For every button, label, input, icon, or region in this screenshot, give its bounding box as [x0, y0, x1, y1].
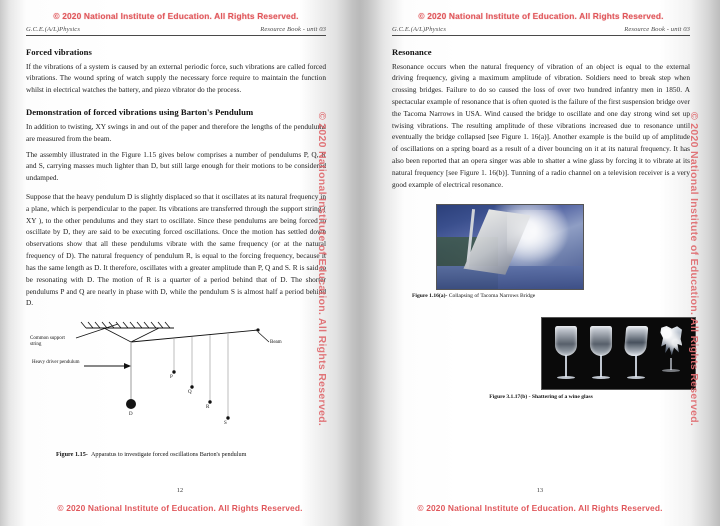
photo-tacoma-narrows	[436, 204, 584, 290]
bob-label-D: D	[129, 412, 133, 418]
running-head-left-book: Resource Book - unit 03	[260, 26, 326, 33]
tacoma-water	[437, 266, 583, 290]
label-common-support-string: Common support string	[30, 336, 65, 348]
bob-label-Q: Q	[188, 390, 192, 396]
paragraph-resonance: Resonance occurs when the natural frequency of vibration of an object is equal to the external driving frequency, giving a maximum amplitude of vibration. Soldiers need to break step when crossing bridges. Failure to do so caused the loss of over two hundred infantry men in 1850. A spectacular example of resonance that is often quoted is the failure of the first suspension bridge over the Tacoma Narrows in USA. Wind caused the bridge to oscillate and one day strong wind set up twising vibrations. The resulting amplitude of these vibrations increased due to resonance until eventually the bridge collapsed [see Figure 1. 16(a)]. Another example is the build up of amplitude of oscillations on a spring board as a result of a diver bouncing on it at its natural frequency. It has also been reported that an opera singer was able to shatter a wine glass by forcing it to vibrate at its natural frequency [see Figure 1. 16(b)]. Tunning of a radio channel on a television receiver is a very good example of electrical resonance.	[392, 61, 690, 189]
running-head-right-title: G.C.E.(A/L)Physics	[392, 26, 446, 33]
wine-glass-2	[588, 324, 614, 386]
figure-caption-barton	[26, 451, 326, 458]
running-head-right	[392, 26, 690, 36]
page-number-left: 12	[176, 487, 184, 494]
paragraph-assembly: The assembly illustrated in the Figure 1.15 gives below comprises a number of pendulums P, Q, R and S, carrying masses much lighter than D, but still large enough for their motions to be considered undamped.	[26, 149, 326, 183]
copyright-header-right: © 2020 National Institute of Education. All Rights Reserved.	[418, 11, 664, 21]
figure-caption-wine-glass: Figure 3.1.17(b) - Shattering of a wine glass	[489, 393, 593, 400]
page-number-right: 13	[536, 487, 544, 494]
copyright-footer-left: © 2020 National Institute of Education. All Rights Reserved.	[57, 503, 303, 513]
heading-forced-vibrations: Forced vibrations	[26, 46, 92, 57]
copyright-footer-right: © 2020 National Institute of Education. All Rights Reserved.	[417, 503, 663, 513]
bartons-pendulum-diagram	[26, 316, 322, 434]
bob-label-R: R	[206, 405, 210, 411]
tacoma-spray	[507, 210, 571, 262]
figure-caption-tacoma-label: Figure 1.16(a)-	[412, 293, 448, 300]
running-head-right-book: Resource Book - unit 03	[624, 26, 690, 33]
heading-bartons-pendulum: Demonstration of forced vibrations using Barton's Pendulum	[26, 106, 254, 117]
bob-label-S: S	[224, 421, 227, 427]
watermark-right: © 2020 National Institute of Education. All Rights Reserved.	[688, 112, 700, 427]
figure-caption-barton-label: Figure 1.15-	[56, 451, 88, 459]
wine-glass-1	[553, 324, 579, 386]
heading-resonance: Resonance	[392, 46, 432, 57]
paragraph-forced-vibrations: If the vibrations of a system is caused by an external periodic force, such vibrations are called forced vibrations. The wound spring of watch supply the necessary force require to maintain the function whilst in electrical watches the battery, and piezo vibrator do the process.	[26, 61, 326, 95]
copyright-header-left: © 2020 National Institute of Education. All Rights Reserved.	[53, 11, 299, 21]
paragraph-xy-swing: In addition to twisting, XY swings in and out of the paper and therefore the lengths of the pendulums are measured from the beam.	[26, 121, 326, 143]
paragraph-resonance-behaviour: Suppose that the heavy pendulum D is slightly displaced so that it oscillates at its natural frequency in a plane, which is perpendicular to the paper. Its vibrations are transferred through the support string ( XY ), to the other pendulums and they start to oscillate. Since these pendulums are being forced to oscillate by D, they are said to be executing forced oscillations. Once the motion has settled down observations show that all these pendulums vibrate with the same frequency (or at the natural frequency of D). The natural frequency of pendulum R, is equal to the forcing frequency, because it has the same length as D. It therefore, oscillates with a greater amplitude than P, Q and S. R is said to be resonating with D. The motion of R is a quarter of a period behind that of D. The shorter pendulums P and Q are nearly in phase with D, while the pendulum S is almost half a period behind D.	[26, 192, 326, 308]
photo-wine-glass-sequence	[541, 317, 696, 390]
page-right	[360, 0, 720, 526]
bob-label-P: P	[170, 375, 173, 381]
running-head-left-title: G.C.E.(A/L)Physics	[26, 26, 80, 33]
running-head-left	[26, 26, 326, 36]
wine-glass-4-shattered	[658, 324, 684, 386]
label-heavy-driver-pendulum: Heavy driver pendulum	[32, 360, 80, 366]
figure-caption-tacoma	[412, 293, 572, 301]
figure-caption-tacoma-text: Collapsing of Tacoma Narrows Bridge	[448, 293, 536, 300]
figure-caption-barton-text: Apparatus to investigate forced oscillations Barton's pendulum	[90, 451, 247, 459]
watermark-left: © 2020 National Institute of Education. All Rights Reserved.	[316, 112, 328, 427]
figure-bartons-pendulum	[26, 316, 326, 448]
label-beam: Beam	[270, 340, 282, 346]
wine-glass-3	[623, 324, 649, 386]
